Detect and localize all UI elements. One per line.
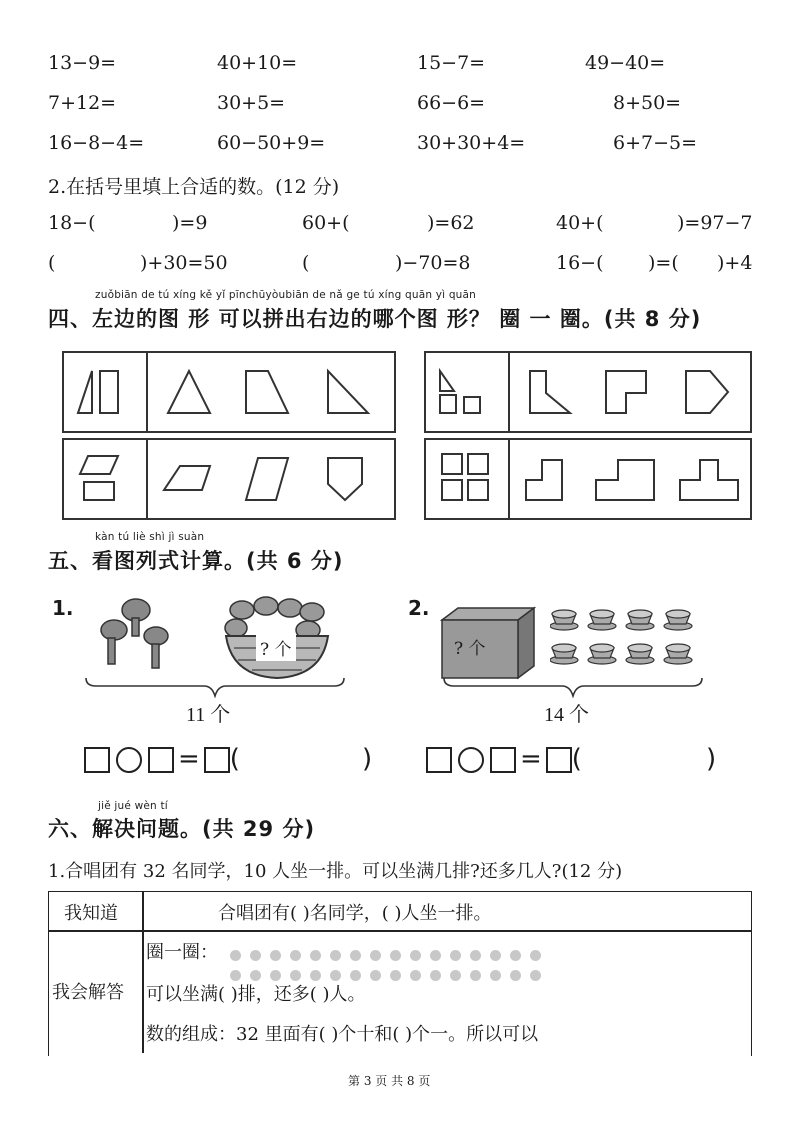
arith-3-1: 16−8−4= xyxy=(48,132,145,154)
p1-rparen: ) xyxy=(362,744,373,774)
p1-blank-1[interactable] xyxy=(84,747,110,773)
q2-r2-d: )−70=8 xyxy=(395,252,471,274)
cups-picture xyxy=(550,608,710,676)
p1-lparen: ( xyxy=(229,744,240,774)
q2-r1-e: 40+( xyxy=(556,212,604,234)
q2-r1-c: 60+( xyxy=(302,212,350,234)
tri-square-pair xyxy=(436,367,496,417)
know-text: 合唱团有( )名同学，( )人坐一排。 xyxy=(218,903,492,924)
s6-q1: 1.合唱团有 32 名同学，10 人坐一排。可以坐满几排?还多几人?(12 分) xyxy=(48,861,623,882)
box-picture xyxy=(438,604,538,680)
p1-formula[interactable] xyxy=(84,744,240,774)
p2-blank-2[interactable] xyxy=(490,747,516,773)
para-option[interactable] xyxy=(242,454,292,504)
s4-pinyin: zuǒbiān de tú xíng kě yǐ pīnchūyòubiān de nǎ ge tú xíng quān yì quān xyxy=(95,289,477,301)
s4-title: 四、左边的图 形 可以拼出右边的哪个图 形？ 圈 一 圈。(共 8 分) xyxy=(48,307,702,331)
four-squares xyxy=(438,450,498,504)
p2-eq: = xyxy=(520,744,542,774)
q2-r2-c: ( xyxy=(302,252,310,274)
arith-2-4: 8+50= xyxy=(613,92,682,114)
p2-blank-3[interactable] xyxy=(546,747,572,773)
arith-2-3: 66−6= xyxy=(417,92,486,114)
p2-rparen: ) xyxy=(706,744,717,774)
p2-formula[interactable] xyxy=(426,744,582,774)
arith-1-3: 15−7= xyxy=(417,52,486,74)
triangle-option[interactable] xyxy=(164,367,214,417)
q2-r1-d: )=62 xyxy=(427,212,475,234)
p2-operator[interactable] xyxy=(458,747,484,773)
page-footer: 第 3 页 共 8 页 xyxy=(348,1074,431,1088)
p1-operator[interactable] xyxy=(116,747,142,773)
shape-box-a xyxy=(62,351,396,433)
step-shape-option[interactable] xyxy=(522,454,576,504)
compose-text: 数的组成：32 里面有( )个十和( )个一。所以可以 xyxy=(146,1024,539,1045)
shape-box-d xyxy=(424,438,752,520)
p1-blank-2[interactable] xyxy=(148,747,174,773)
shape-box-c xyxy=(62,438,396,520)
arith-3-2: 60−50+9= xyxy=(217,132,326,154)
s6-title: 六、解决问题。(共 29 分) xyxy=(48,817,316,841)
p1-total: 11 个 xyxy=(186,704,231,726)
q2-title: 2.在括号里填上合适的数。(12 分) xyxy=(48,176,340,198)
solve-label: 我会解答 xyxy=(52,982,124,1003)
p2-total: 14 个 xyxy=(544,704,589,726)
shape-box-b xyxy=(424,351,752,433)
tri-rect-pair xyxy=(74,367,134,417)
p1-number: 1. xyxy=(52,596,74,620)
q2-r2-a: ( xyxy=(48,252,56,274)
p2-brace xyxy=(442,676,704,698)
dots-row-1 xyxy=(230,946,550,965)
arith-3-4: 6+7−5= xyxy=(613,132,698,154)
right-triangle-option[interactable] xyxy=(322,367,372,417)
s6-pinyin: jiě jué wèn tí xyxy=(98,800,168,812)
fill-text: 可以坐满( )排，还多( )人。 xyxy=(146,984,366,1005)
p1-brace xyxy=(84,676,346,698)
big-l-option[interactable] xyxy=(592,454,662,504)
pentagon-option[interactable] xyxy=(682,367,732,417)
arith-2-2: 30+5= xyxy=(217,92,286,114)
q2-r1-f: )=97−7 xyxy=(677,212,753,234)
t-shape-option[interactable] xyxy=(676,454,746,504)
circle-label: 圈一圈： xyxy=(146,942,218,963)
arith-1-1: 13−9= xyxy=(48,52,117,74)
boot-shape-option[interactable] xyxy=(526,367,576,417)
p2-number: 2. xyxy=(408,596,430,620)
table-row-divider xyxy=(48,930,752,932)
p1-eq: = xyxy=(178,744,200,774)
arith-1-4: 49−40= xyxy=(585,52,666,74)
know-label: 我知道 xyxy=(64,903,118,924)
arith-1-2: 40+10= xyxy=(217,52,298,74)
long-para-option[interactable] xyxy=(160,454,220,504)
p2-tag: ? 个 xyxy=(454,639,486,659)
q2-r1-b: )=9 xyxy=(172,212,208,234)
q2-r1-a: 18−( xyxy=(48,212,96,234)
q2-r2-g: )+4 xyxy=(717,252,753,274)
q2-r2-e: 16−( xyxy=(556,252,604,274)
q2-r2-b: )+30=50 xyxy=(140,252,228,274)
s5-title: 五、看图列式计算。(共 6 分) xyxy=(48,549,344,573)
q2-r2-f: )=( xyxy=(648,252,679,274)
mushrooms-picture xyxy=(94,596,184,676)
p2-blank-1[interactable] xyxy=(426,747,452,773)
trapezoid-option[interactable] xyxy=(242,367,292,417)
arith-2-1: 7+12= xyxy=(48,92,117,114)
l-shape-option[interactable] xyxy=(602,367,652,417)
para-rect-pair xyxy=(76,452,136,506)
shield-option[interactable] xyxy=(322,454,372,504)
p1-tag: ? 个 xyxy=(256,634,296,661)
p1-blank-3[interactable] xyxy=(204,747,230,773)
p2-lparen: ( xyxy=(571,744,582,774)
table-col-divider xyxy=(142,891,144,1053)
arith-3-3: 30+30+4= xyxy=(417,132,526,154)
s5-pinyin: kàn tú liè shì jì suàn xyxy=(95,531,205,543)
